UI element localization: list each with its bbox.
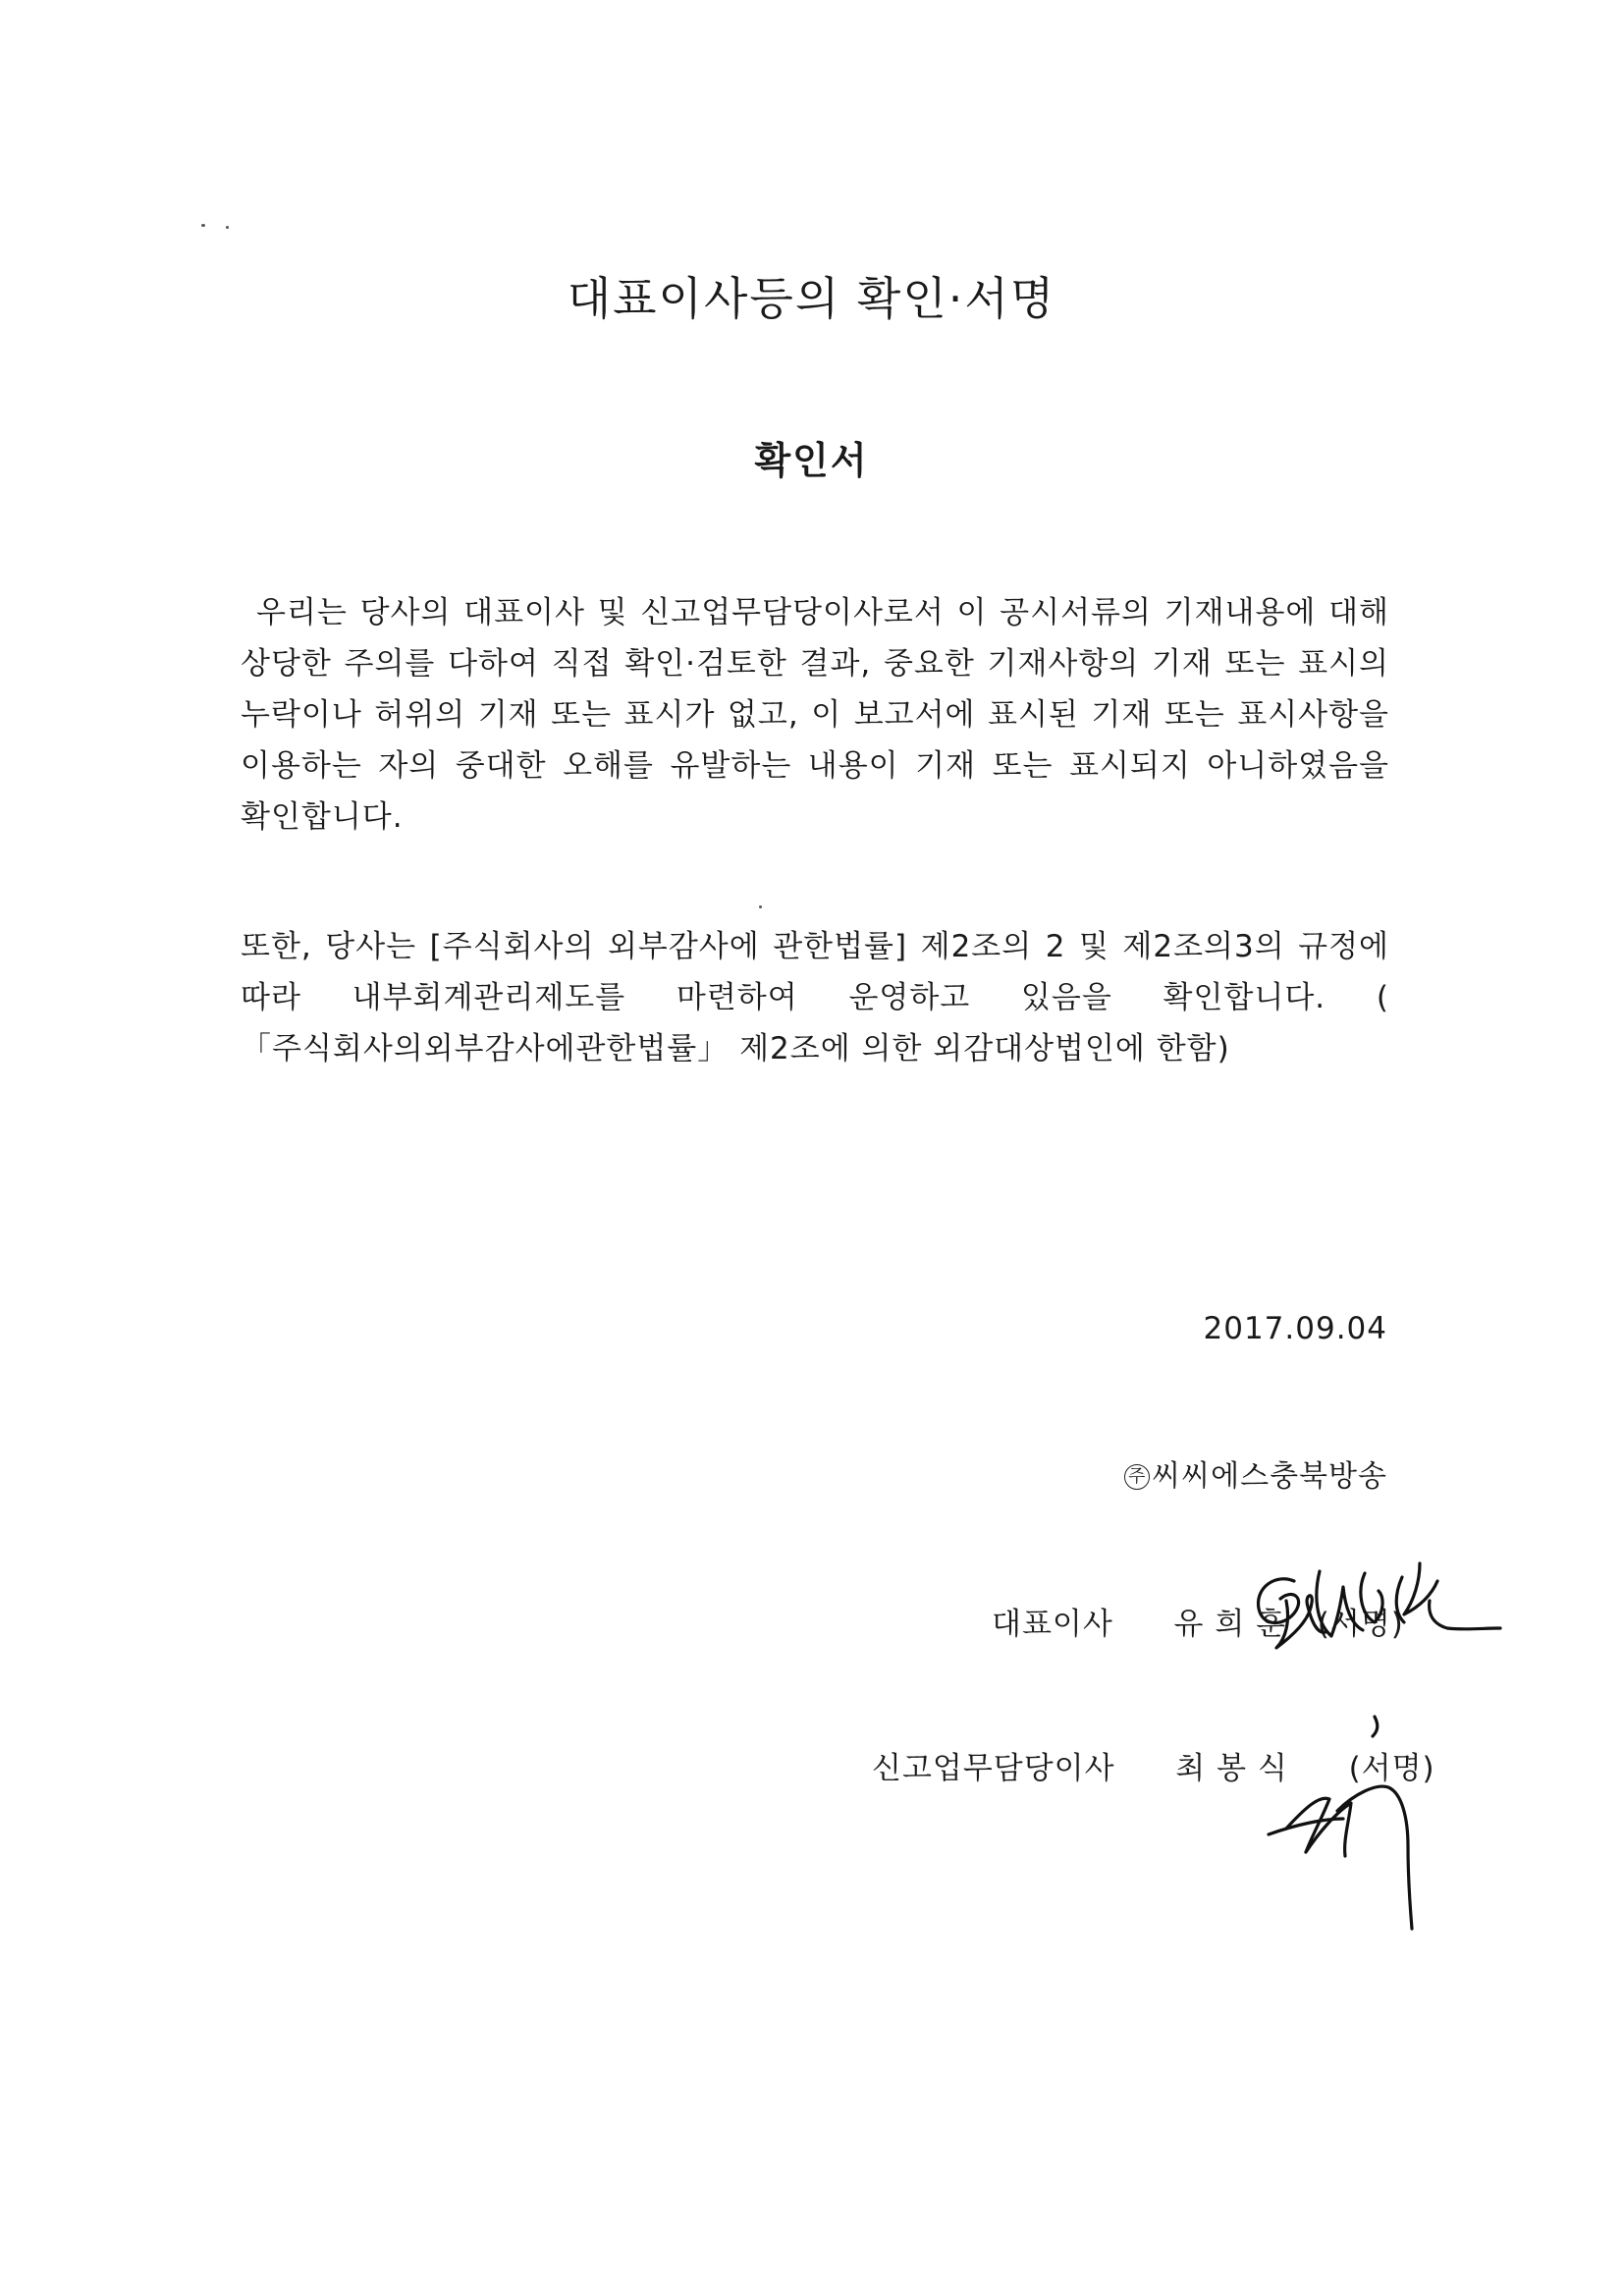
scan-speck bbox=[226, 226, 229, 229]
ceo-name: 유 희 훈 bbox=[1173, 1607, 1287, 1642]
ceo-sign-note: (서명) bbox=[1317, 1607, 1404, 1642]
reporting-officer-sign-note: (서명) bbox=[1348, 1751, 1435, 1786]
document-date: 2017.09.04 bbox=[1203, 1311, 1387, 1346]
scan-speck bbox=[201, 224, 205, 227]
internal-control-paragraph: 또한, 당사는 [주식회사의 외부감사에 관한법률] 제2조의 2 및 제2조의3의 규정에 따라 내부회계관리제도를 마련하여 운영하고 있음을 확인합니다. ( 「주식회사의외부감사에관한법률」 제2조에 의한 외감대상법인에 한함) bbox=[241, 929, 1389, 1066]
confirmation-paragraph: 우리는 당사의 대표이사 및 신고업무담당이사로서 이 공시서류의 기재내용에 대해 상당한 주의를 다하여 직접 확인·검토한 결과, 중요한 기재사항의 기재 또는 표시의 누락이나 허위의 기재 또는 표시가 없고, 이 보고서에 표시된 기재 또는 표시사항을 이용하는 자의 중대한 오해를 유발하는 내용이 기재 또는 표시되지 아니하였음을 확인합니다. bbox=[241, 595, 1389, 835]
ceo-role: 대표이사 bbox=[992, 1607, 1113, 1642]
document-subtitle: 확인서 bbox=[754, 439, 869, 482]
company-name-line bbox=[1124, 1451, 1387, 1495]
reporting-officer-signature-line bbox=[872, 1743, 1435, 1787]
scan-speck bbox=[759, 905, 762, 908]
ceo-signature-line bbox=[992, 1599, 1404, 1643]
company-name: 씨씨에스충북방송 bbox=[1152, 1459, 1387, 1494]
reporting-officer-role: 신고업무담당이사 bbox=[872, 1751, 1115, 1786]
document-title: 대표이사등의 확인·서명 bbox=[567, 272, 1056, 325]
corporation-mark: 주 bbox=[1124, 1464, 1150, 1490]
reporting-officer-name: 최 봉 식 bbox=[1175, 1751, 1288, 1786]
